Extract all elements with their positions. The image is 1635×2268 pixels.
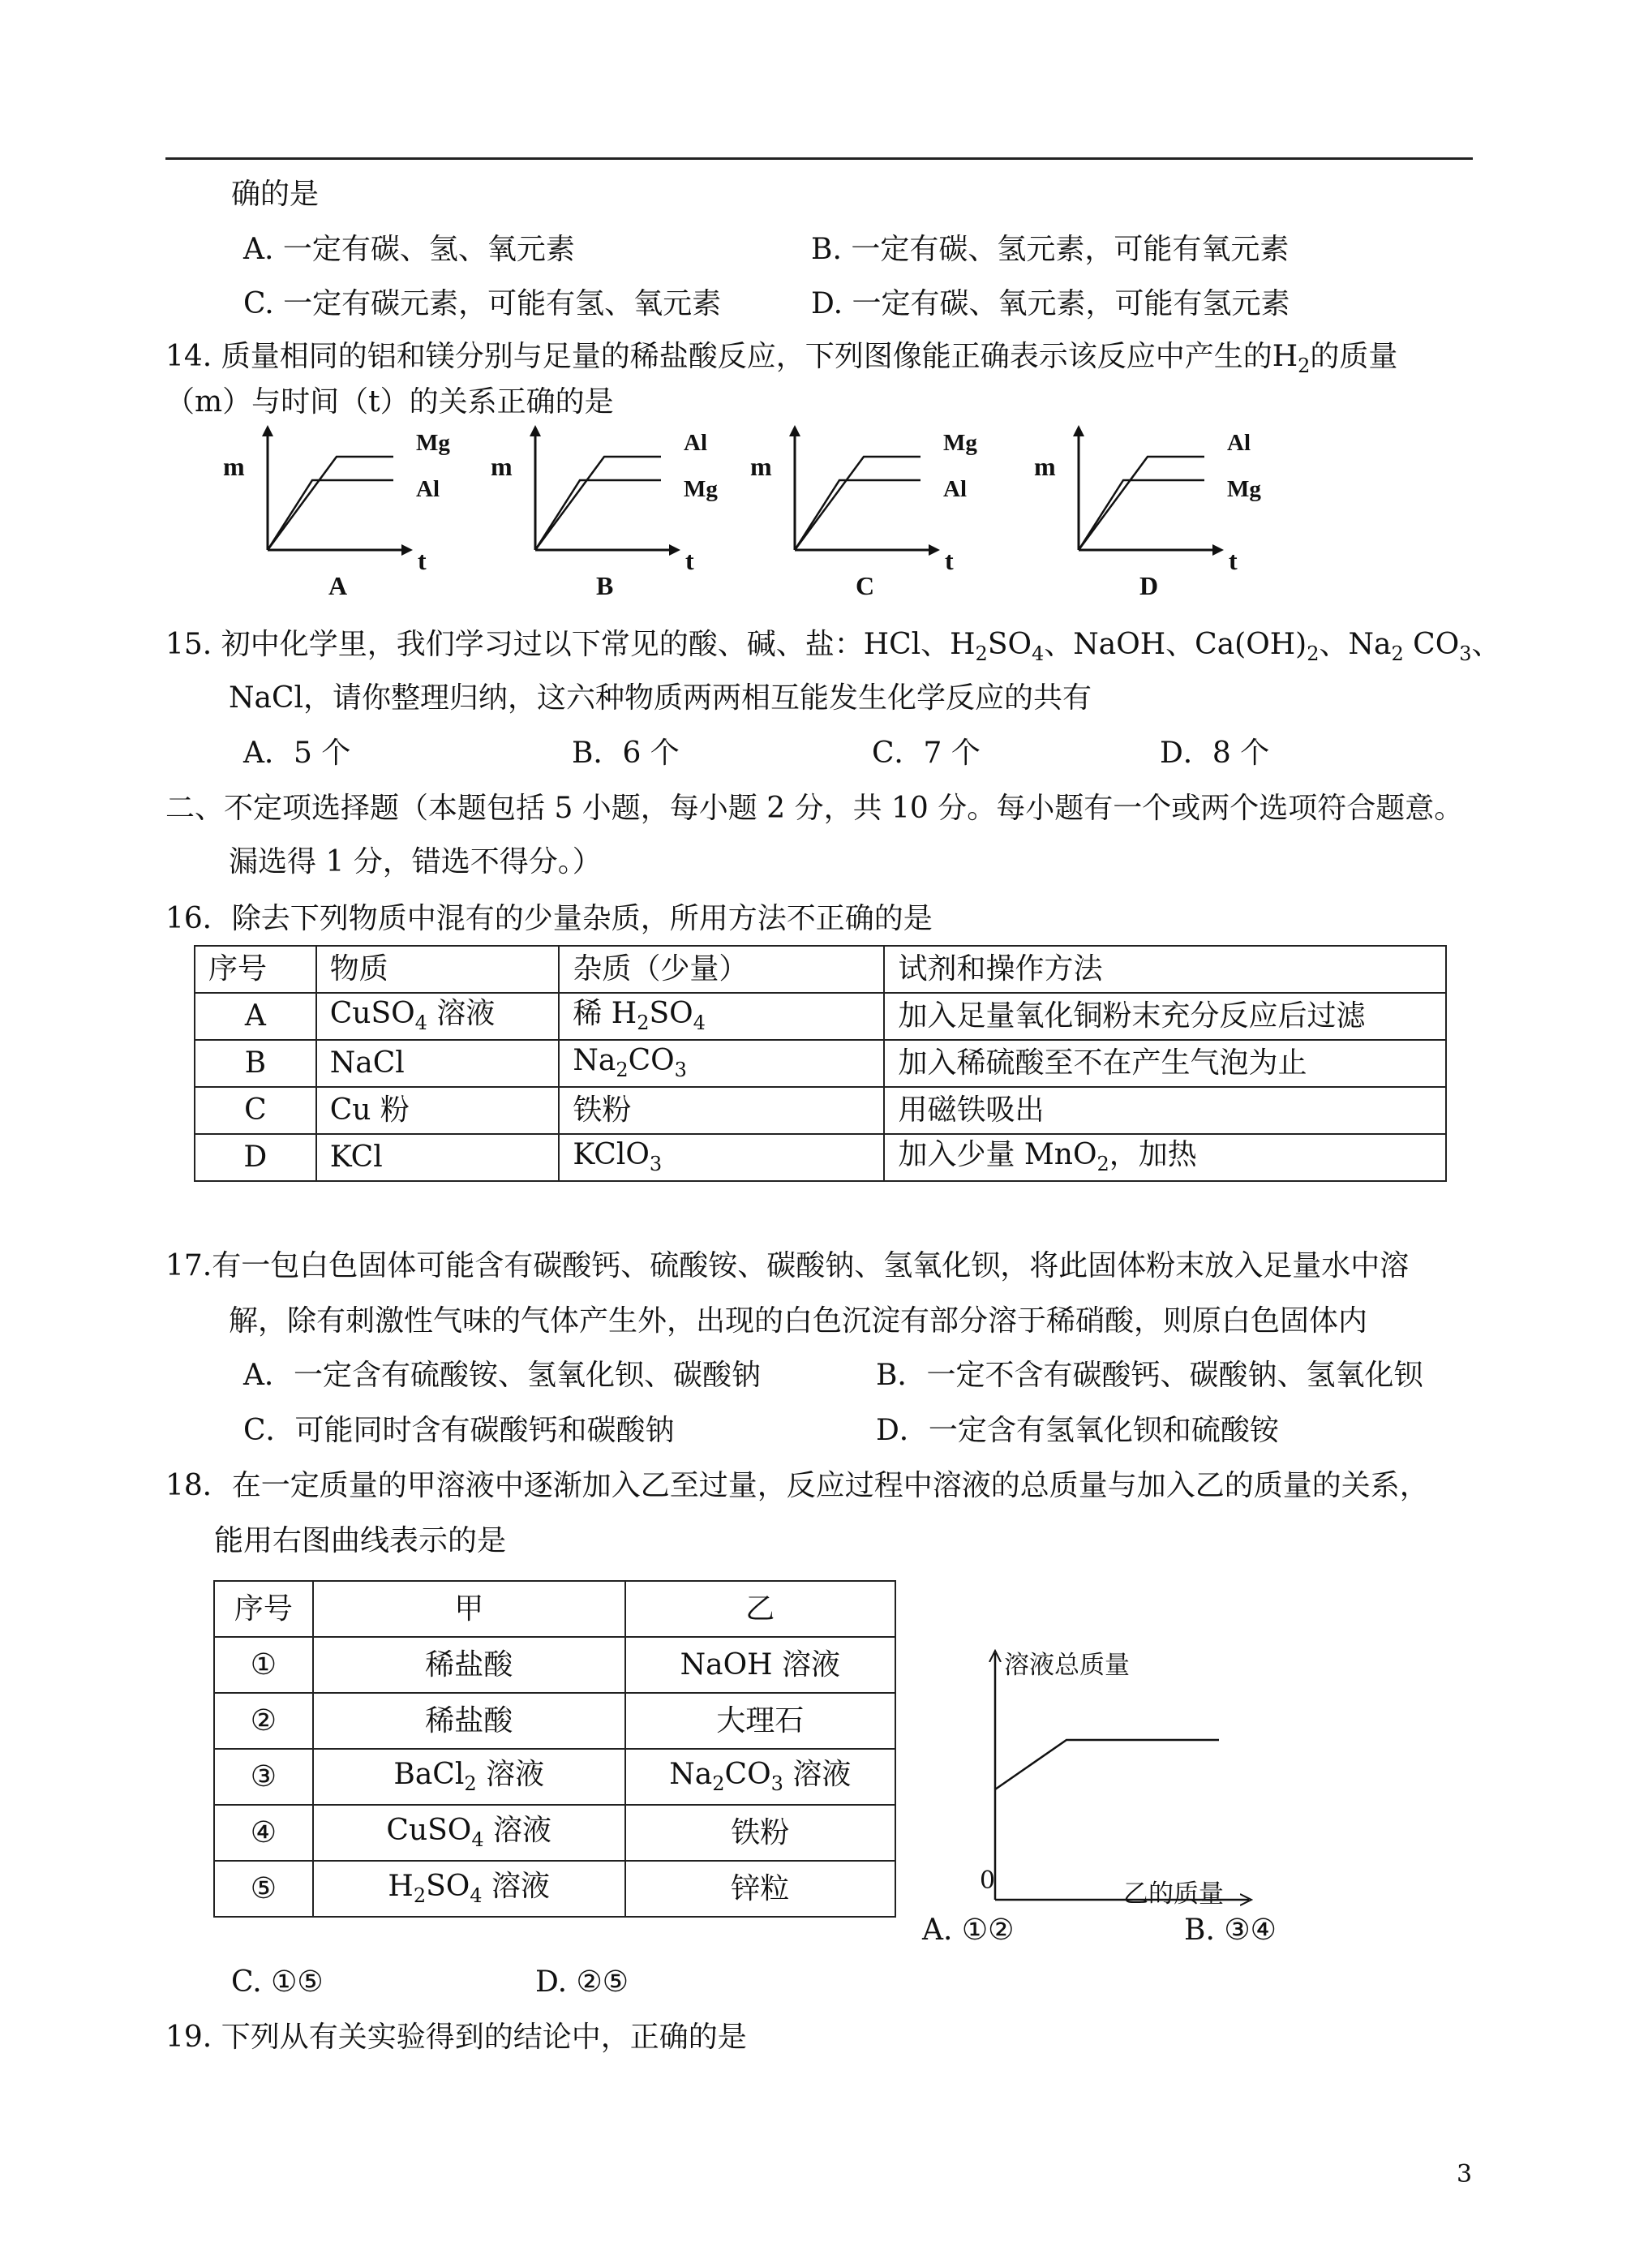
q14-graph-lower-label: Al	[416, 476, 440, 502]
q14-graph-upper-line	[268, 457, 393, 550]
q16-header-id: 序号	[195, 946, 316, 993]
q14-graphs	[0, 0, 1635, 616]
q14-graph-upper-line	[535, 457, 661, 550]
q14-graph-upper-line	[795, 457, 920, 550]
q16-stem: 16．除去下列物质中混有的少量杂质，所用方法不正确的是	[165, 902, 933, 935]
q16-row-method: 加入少量 MnO$_2$，加热	[884, 1134, 1446, 1181]
table-row	[214, 1693, 895, 1749]
q16-row-id: B	[195, 1040, 316, 1087]
q17-stem-line2: 解，除有刺激性气味的气体产生外，出现的白色沉淀有部分溶于稀硝酸，则原白色固体内	[229, 1304, 1368, 1338]
q16-header-row	[195, 946, 1446, 993]
q14-graph-letter: C	[856, 571, 875, 600]
q16-header-impurity: 杂质（少量）	[559, 946, 884, 993]
q18-header-yi: 乙	[625, 1581, 895, 1637]
q13-option-c: C. 一定有碳元素，可能有氢、氧元素	[243, 287, 722, 320]
q14-graph-y-label: m	[491, 452, 513, 481]
table-row	[214, 1637, 895, 1693]
q15-stem-line1: 15. 初中化学里，我们学习过以下常见的酸、碱、盐：HCl、$H_2SO_4$、NaOH、$Ca(OH)_2$、$Na_2$ $CO_3$、	[165, 628, 1501, 666]
q18-row-jia: 稀盐酸	[313, 1637, 625, 1693]
q18-row-id: ③	[214, 1749, 313, 1805]
q16-row-id: D	[195, 1134, 316, 1181]
section2-heading-line1: 二、不定项选择题（本题包括 5 小题，每小题 2 分，共 10 分。每小题有一个或两个选项符合题意。	[165, 792, 1464, 825]
q16-row-substance: KCl	[316, 1134, 560, 1181]
q15-option-d: D．8 个	[1160, 737, 1270, 770]
q16-header-method: 试剂和操作方法	[884, 946, 1446, 993]
q18-row-id: ①	[214, 1637, 313, 1693]
q16-row-method: 加入足量氧化铜粉末充分反应后过滤	[884, 993, 1446, 1040]
table-row	[195, 1134, 1446, 1181]
section2-heading-line2: 漏选得 1 分，错选不得分。）	[229, 845, 602, 878]
q15-stem-line2: NaCl，请你整理归纳，这六种物质两两相互能发生化学反应的共有	[229, 681, 1092, 715]
table-row	[195, 1087, 1446, 1134]
q13-option-d: D. 一定有碳、氧元素，可能有氢元素	[811, 287, 1290, 320]
q16-row-method: 加入稀硫酸至不在产生气泡为止	[884, 1040, 1446, 1087]
q18-row-id: ④	[214, 1805, 313, 1861]
q18-row-id: ⑤	[214, 1861, 313, 1917]
table-row	[195, 1040, 1446, 1087]
q18-row-id: ②	[214, 1693, 313, 1749]
q18-option-b: B. ③④	[1184, 1914, 1277, 1947]
q18-stem-line1: 18．在一定质量的甲溶液中逐渐加入乙至过量，反应过程中溶液的总质量与加入乙的质量的关系，	[165, 1469, 1429, 1502]
q14-graph-lower-label: Mg	[684, 476, 718, 502]
q14-graph-y-label: m	[750, 452, 772, 481]
q14-graph-upper-label: Mg	[416, 430, 450, 456]
q18-row-jia: $H_2SO_4$ 溶液	[313, 1861, 625, 1917]
q18-row-yi: 铁粉	[625, 1805, 895, 1861]
q16-row-impurity: $Na_2CO_3$	[559, 1040, 884, 1087]
q14-graph-upper-label: Mg	[943, 430, 977, 456]
q18-option-d: D. ②⑤	[535, 1965, 629, 1999]
q14-graph-letter: B	[596, 571, 614, 600]
q18-option-c: C. ①⑤	[231, 1965, 324, 1999]
q16-row-impurity: 稀 $H_2SO_4$	[559, 993, 884, 1040]
q18-graph-origin: 0	[980, 1866, 996, 1895]
table-row	[214, 1805, 895, 1861]
q14-graph-lower-line	[535, 480, 661, 550]
q16-header-substance: 物质	[316, 946, 560, 993]
q18-row-yi: 大理石	[625, 1693, 895, 1749]
q18-graph-y-label: 溶液总质量	[1004, 1651, 1130, 1680]
q18-row-jia: 稀盐酸	[313, 1693, 625, 1749]
q16-row-method: 用磁铁吸出	[884, 1087, 1446, 1134]
q16-row-substance: Cu 粉	[316, 1087, 560, 1134]
q17-stem-line1: 17.有一包白色固体可能含有碳酸钙、硫酸铵、碳酸钠、氢氧化钡，将此固体粉末放入足量水中溶	[165, 1249, 1410, 1282]
q15-option-b: B．6 个	[572, 737, 680, 770]
q18-option-a: A. ①②	[922, 1914, 1015, 1947]
table-row	[214, 1861, 895, 1917]
q14-graph-x-label: t	[418, 546, 427, 575]
q17-option-d: D．一定含有氢氧化钡和硫酸铵	[876, 1414, 1279, 1447]
q14-graph-upper-line	[1079, 457, 1204, 550]
q16-table	[194, 945, 1447, 1182]
q14-graph-lower-line	[1079, 480, 1204, 550]
q15-option-c: C．7 个	[872, 737, 981, 770]
q18-header-jia: 甲	[313, 1581, 625, 1637]
q14-graph-letter: A	[328, 571, 348, 600]
q16-row-substance: NaCl	[316, 1040, 560, 1087]
q17-option-b: B．一定不含有碳酸钙、碳酸钠、氢氧化钡	[876, 1359, 1423, 1392]
q14-graph-lower-label: Al	[943, 476, 967, 502]
table-row	[195, 993, 1446, 1040]
q13-option-a: A. 一定有碳、氢、氧元素	[243, 233, 575, 266]
q14-graph-y-label: m	[1034, 452, 1056, 481]
q18-row-yi: 锌粒	[625, 1861, 895, 1917]
q16-row-impurity: 铁粉	[559, 1087, 884, 1134]
q13-stem-tail: 确的是	[231, 178, 320, 211]
q18-row-jia: BaCl$_2$ 溶液	[313, 1749, 625, 1805]
q18-stem-line2: 能用右图曲线表示的是	[214, 1524, 507, 1557]
q18-curve	[995, 1740, 1219, 1789]
q18-row-yi: NaOH 溶液	[625, 1637, 895, 1693]
q14-stem-line2: （m）与时间（t）的关系正确的是	[165, 385, 614, 419]
q14-stem-line1: 14. 质量相同的铝和镁分别与足量的稀盐酸反应，下列图像能正确表示该反应中产生的$H_2$的质量	[165, 340, 1398, 378]
q16-row-substance: CuSO$_4$ 溶液	[316, 993, 560, 1040]
page-number: 3	[1457, 2160, 1473, 2189]
q18-table	[213, 1580, 896, 1918]
q15-option-a: A．5 个	[243, 737, 351, 770]
q18-row-yi: $Na_2CO_3$ 溶液	[625, 1749, 895, 1805]
q17-option-c: C．可能同时含有碳酸钙和碳酸钠	[243, 1414, 675, 1447]
q14-graph-lower-line	[268, 480, 393, 550]
q18-header-id: 序号	[214, 1581, 313, 1637]
q14-graph-x-label: t	[1229, 546, 1238, 575]
q14-graph-upper-label: Al	[684, 430, 707, 456]
q18-row-jia: CuSO$_4$ 溶液	[313, 1805, 625, 1861]
q18-graph-x-label: 乙的质量	[1123, 1879, 1224, 1909]
q16-row-id: C	[195, 1087, 316, 1134]
table-row	[214, 1749, 895, 1805]
q14-graph-x-label: t	[685, 546, 694, 575]
q14-graph-letter: D	[1139, 571, 1159, 600]
q18-header-row	[214, 1581, 895, 1637]
q17-option-a: A．一定含有硫酸铵、氢氧化钡、碳酸钠	[243, 1359, 761, 1392]
q19-stem: 19. 下列从有关实验得到的结论中，正确的是	[165, 2021, 747, 2054]
q16-row-impurity: KClO$_3$	[559, 1134, 884, 1181]
q14-graph-lower-line	[795, 480, 920, 550]
q14-graph-x-label: t	[945, 546, 954, 575]
q14-graph-lower-label: Mg	[1227, 476, 1261, 502]
q16-row-id: A	[195, 993, 316, 1040]
q14-graph-y-label: m	[223, 452, 245, 481]
q14-graph-upper-label: Al	[1227, 430, 1251, 456]
q13-option-b: B. 一定有碳、氢元素，可能有氧元素	[811, 233, 1290, 266]
